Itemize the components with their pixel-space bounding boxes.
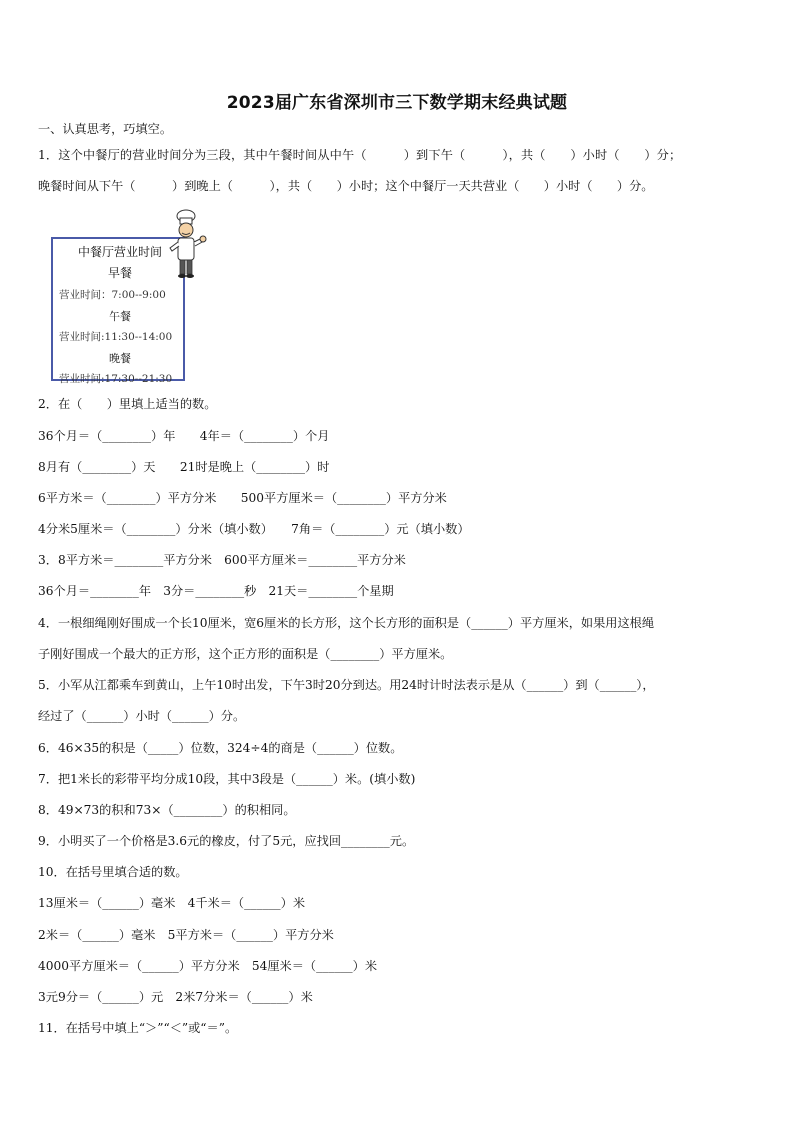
question-6: 6．46×35的积是（_____）位数，324÷4的商是（______）位数。 [38,741,403,755]
chef-illustration [168,208,208,280]
question-2-part-a: 36个月＝（________）年 4年＝（________）个月 [38,429,330,443]
question-10-part-b: 2米＝（______）毫米 5平方米＝（______）平方分米 [38,928,334,942]
question-2-part-c: 6平方米＝（________）平方分米 500平方厘米＝（________）平方分米 [38,491,447,505]
question-2: 2．在（ ）里填上适当的数。 [38,397,217,411]
question-2-part-b: 8月有（________）天 21时是晚上（________）时 [38,460,330,474]
question-10-part-c: 4000平方厘米＝（______）平方分米 54厘米＝（______）米 [38,959,378,973]
question-11: 11．在括号中填上“＞”“＜”或“＝”。 [38,1021,238,1035]
question-9: 9．小明买了一个价格是3.6元的橡皮，付了5元，应找回________元。 [38,834,415,848]
breakfast-time: 营业时间：7:00--9:00 [59,289,166,301]
dinner-time: 营业时间:17:30--21:30 [59,373,173,385]
dinner-label: 晚餐 [109,352,131,365]
question-8: 8．49×73的积和73×（________）的积相同。 [38,803,296,817]
question-3-part-a: 3．8平方米＝________平方分米 600平方厘米＝________平方分米 [38,553,406,567]
question-1-line-1: 1．这个中餐厅的营业时间分为三段，其中午餐时间从中午（ ）到下午（ ），共（ ）小时（ ）分； [38,148,682,162]
question-10-part-d: 3元9分＝（______）元 2米7分米＝（______）米 [38,990,313,1004]
question-10-part-a: 13厘米＝（______）毫米 4千米＝（______）米 [38,896,306,910]
question-4-line-2: 子刚好围成一个最大的正方形，这个正方形的面积是（________）平方厘米。 [38,647,453,661]
restaurant-hours-sign [51,237,185,385]
lunch-time: 营业时间:11:30--14:00 [59,331,173,343]
page-title: 2023届广东省深圳市三下数学期末经典试题 [226,93,568,113]
question-10: 10．在括号里填合适的数。 [38,865,188,879]
lunch-label: 午餐 [109,310,131,323]
question-2-part-d: 4分米5厘米＝（________）分米（填小数） 7角＝（________）元（填小数） [38,522,470,536]
question-7: 7．把1米长的彩带平均分成10段，其中3段是（______）米。(填小数) [38,772,416,786]
question-1-line-2: 晚餐时间从下午（ ）到晚上（ ），共（ ）小时；这个中餐厅一天共营业（ ）小时（ ）分。 [38,179,654,193]
question-5-line-1: 5．小军从江都乘车到黄山，上午10时出发，下午3时20分到达。用24时计时法表示是从（______）到（______）， [38,678,655,692]
section-heading: 一、认真思考，巧填空。 [38,122,173,136]
question-4-line-1: 4．一根细绳刚好围成一个长10厘米，宽6厘米的长方形，这个长方形的面积是（______）平方厘米，如果用这根绳 [38,616,655,630]
question-5-line-2: 经过了（______）小时（______）分。 [38,709,246,723]
question-3-part-b: 36个月＝________年 3分＝________秒 21天＝________个星期 [38,584,394,598]
sign-heading: 中餐厅营业时间 [77,245,162,259]
breakfast-label: 早餐 [107,266,132,280]
